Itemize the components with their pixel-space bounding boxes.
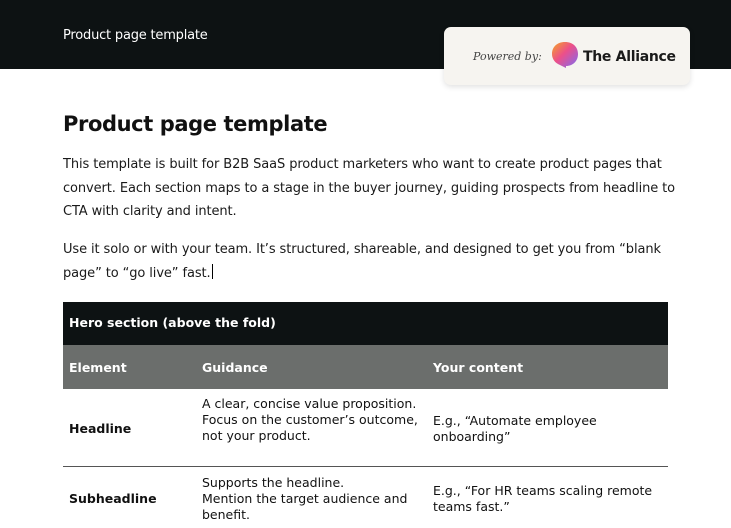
column-content: Your content xyxy=(433,360,524,375)
row-content[interactable]: E.g., “Automate employee onboarding” xyxy=(433,413,597,444)
table-row xyxy=(63,467,668,527)
row-guidance xyxy=(202,475,427,523)
text-cursor xyxy=(212,264,213,279)
topbar-title: Product page template xyxy=(63,28,208,43)
section-title: Hero section (above the fold) xyxy=(69,315,276,330)
usage-paragraph[interactable] xyxy=(63,238,683,285)
powered-by-label: Powered by: xyxy=(473,50,542,63)
guidance-line: A clear, concise value proposition. xyxy=(202,396,417,411)
column-guidance: Guidance xyxy=(202,360,268,375)
row-guidance xyxy=(202,396,427,444)
row-content[interactable]: E.g., “For HR teams scaling remote teams fast.” xyxy=(433,483,653,514)
table-section-header xyxy=(63,302,668,345)
guidance-line: Mention the target audience and benefit. xyxy=(202,491,408,522)
brand-name: The Alliance xyxy=(583,49,676,65)
row-element: Subheadline xyxy=(69,491,157,506)
table-column-header xyxy=(63,345,668,389)
hero-section-table xyxy=(63,302,668,527)
page-heading: Product page template xyxy=(63,112,328,136)
intro-paragraph: This template is built for B2B SaaS product marketers who want to create product pages that convert. Each section maps to a stage in the buyer journey, guiding prospects from headline to CTA with clarity and intent. xyxy=(63,157,676,219)
row-element: Headline xyxy=(69,421,132,436)
alliance-logo-icon xyxy=(551,41,579,69)
usage-text: Use it solo or with your team. It’s structured, shareable, and designed to get you from “blank page” to “go live” fast. xyxy=(63,242,661,281)
top-bar xyxy=(0,0,731,69)
guidance-line: Supports the headline. xyxy=(202,475,345,490)
powered-by-badge[interactable] xyxy=(444,27,690,85)
column-element: Element xyxy=(69,360,127,375)
table-row xyxy=(63,389,668,467)
guidance-line: Focus on the customer’s outcome, not your product. xyxy=(202,412,418,443)
